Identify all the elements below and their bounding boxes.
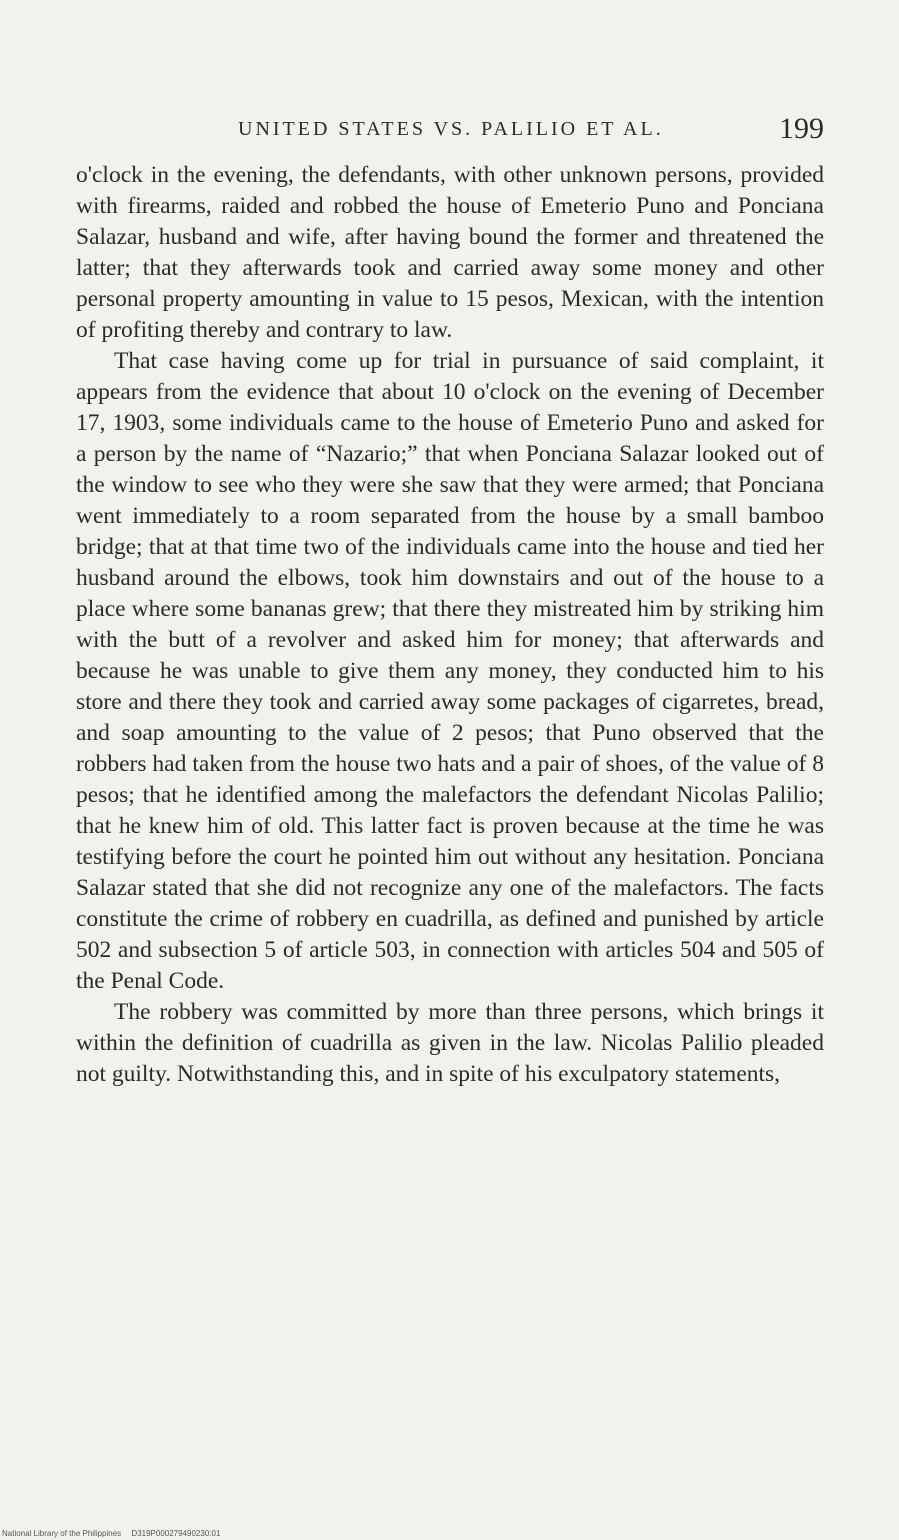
body-text bbox=[76, 160, 824, 1090]
running-head: UNITED STATES VS. PALILIO ET AL. bbox=[238, 118, 664, 140]
footer-id: D319P000279490230:01 bbox=[131, 1529, 221, 1538]
page-number: 199 bbox=[779, 112, 824, 145]
paragraph-cuadrilla: The robbery was committed by more than three persons, which brings it within the definition of cuadrilla as given in the law. Nicolas Palilio pleaded not guilty. Notwithstanding this, and in spite of his exculpatory statements, bbox=[76, 999, 824, 1087]
scan-footer bbox=[2, 1529, 220, 1538]
page-header bbox=[78, 112, 826, 152]
footer-source: National Library of the Philippines bbox=[2, 1529, 122, 1538]
paragraph-trial-evidence: That case having come up for trial in pursuance of said complaint, it appears from the evidence that about 10 o'clock on the evening of December 17, 1903, some individuals came to the house of Emeterio Puno and asked for a person by the name of “Nazario;” that when Ponciana Salazar looked out of the window to see who they were she saw that they were armed; that Ponciana went immediately to a room separated from the house by a small bamboo bridge; that at that time two of the individuals came into the house and tied her husband around the elbows, took him downstairs and out of the house to a place where some bananas grew; that there they mistreated him by striking him with the butt of a revolver and asked him for money; that afterwards and because he was unable to give them any money, they conducted him to his store and there they took and carried away some packages of cigarretes, bread, and soap amounting to the value of 2 pesos; that Puno observed that the robbers had taken from the house two hats and a pair of shoes, of the value of 8 pesos; that he identified among the malefactors the defendant Nicolas Palilio; that he knew him of old. This latter fact is proven because at the time he was testifying before the court he pointed him out without any hesitation. Ponciana Salazar stated that she did not recognize any one of the malefactors. The facts constitute the crime of robbery en cuadrilla, as defined and punished by article 502 and subsection 5 of article 503, in connection with articles 504 and 505 of the Penal Code. bbox=[76, 348, 824, 994]
paragraph-continuation: o'clock in the evening, the defendants, with other unknown persons, provided with firearms, raided and robbed the house of Emeterio Puno and Ponciana Salazar, husband and wife, after having bound the former and threatened the latter; that they afterwards took and carried away some money and other personal property amounting in value to 15 pesos, Mexican, with the intention of profiting thereby and contrary to law. bbox=[76, 162, 824, 343]
